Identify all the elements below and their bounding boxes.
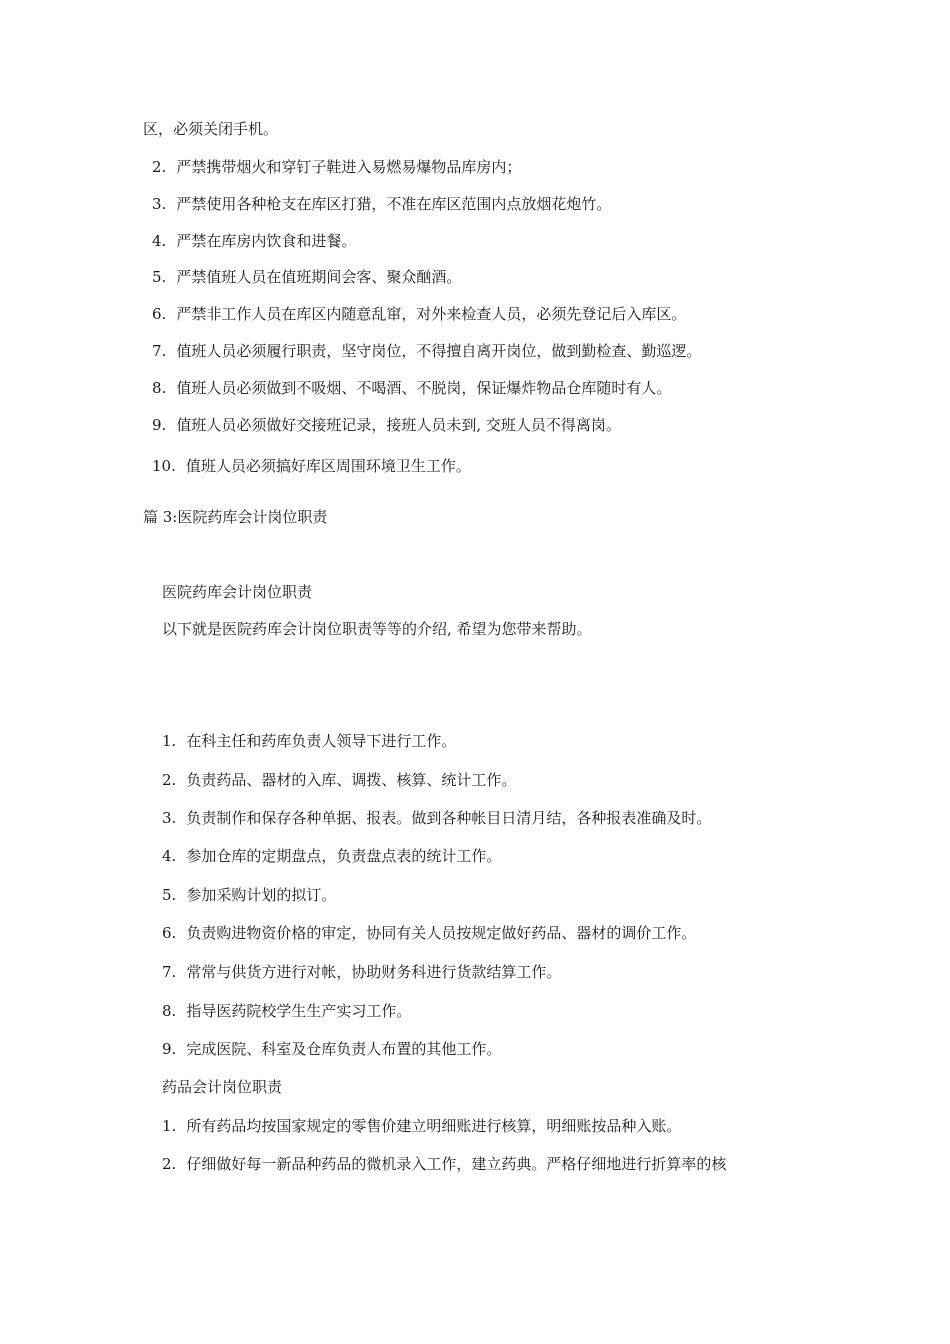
list-text: 参加采购计划的拟订。 bbox=[186, 886, 337, 904]
subsection-title: 药品会计岗位职责 bbox=[162, 1078, 283, 1096]
list-number: 5. bbox=[152, 268, 167, 286]
list-text: 在科主任和药库负责人领导下进行工作。 bbox=[186, 732, 457, 750]
list-text: 值班人员必须搞好库区周围环境卫生工作。 bbox=[185, 457, 471, 475]
list-number: 3. bbox=[152, 195, 167, 213]
list-text: 值班人员必须做好交接班记录，接班人员未到, 交班人员不得离岗。 bbox=[176, 416, 621, 434]
list-number: 10. bbox=[152, 457, 176, 475]
list-number: 4. bbox=[162, 847, 177, 865]
list-item bbox=[162, 731, 456, 751]
section-heading: 篇 3:医院药库会计岗位职责 bbox=[143, 508, 328, 526]
list-item bbox=[152, 157, 521, 177]
list-number: 6. bbox=[152, 305, 167, 323]
list-text: 指导医药院校学生生产实习工作。 bbox=[186, 1002, 412, 1020]
list-item bbox=[152, 415, 621, 435]
paragraph-continuation: 区，必须关闭手机。 bbox=[143, 120, 279, 138]
list-item bbox=[162, 808, 711, 828]
list-number: 1. bbox=[162, 1117, 177, 1135]
list-number: 9. bbox=[162, 1040, 177, 1058]
list-item bbox=[152, 456, 471, 476]
list-number: 7. bbox=[152, 342, 167, 360]
list-item bbox=[162, 962, 561, 982]
list-number: 5. bbox=[162, 886, 177, 904]
list-text: 严禁携带烟火和穿钉子鞋进入易燃易爆物品库房内； bbox=[176, 158, 522, 176]
list-text: 严禁使用各种枪支在库区打猎，不准在库区范围内点放烟花炮竹。 bbox=[176, 195, 612, 213]
list-text: 参加仓库的定期盘点，负责盘点表的统计工作。 bbox=[186, 847, 502, 865]
list-number: 1. bbox=[162, 732, 177, 750]
list-text: 值班人员必须做到不吸烟、不喝酒、不脱岗，保证爆炸物品仓库随时有人。 bbox=[176, 379, 672, 397]
list-item bbox=[162, 1154, 726, 1174]
list-text: 严禁值班人员在值班期间会客、聚众酗酒。 bbox=[176, 268, 462, 286]
document-title: 医院药库会计岗位职责 bbox=[162, 583, 313, 601]
list-item bbox=[152, 267, 461, 287]
list-text: 严禁非工作人员在库区内随意乱窜，对外来检查人员，必须先登记后入库区。 bbox=[176, 305, 687, 323]
list-number: 2. bbox=[152, 158, 167, 176]
list-number: 6. bbox=[162, 924, 177, 942]
list-number: 7. bbox=[162, 963, 177, 981]
list-text: 负责制作和保存各种单据、报表。做到各种帐目日清月结，各种报表准确及时。 bbox=[186, 809, 712, 827]
list-text: 常常与供货方进行对帐，协助财务科进行货款结算工作。 bbox=[186, 963, 562, 981]
list-item bbox=[152, 194, 611, 214]
list-text: 严禁在库房内饮食和进餐。 bbox=[176, 232, 357, 250]
intro-paragraph: 以下就是医院药库会计岗位职责等等的介绍, 希望为您带来帮助。 bbox=[162, 620, 592, 638]
list-text: 负责药品、器材的入库、调拨、核算、统计工作。 bbox=[186, 771, 517, 789]
list-text: 值班人员必须履行职责，坚守岗位，不得擅自离开岗位，做到勤检查、勤巡逻。 bbox=[176, 342, 702, 360]
list-item bbox=[162, 1039, 501, 1059]
list-item bbox=[162, 923, 696, 943]
list-number: 2. bbox=[162, 1155, 177, 1173]
list-text: 所有药品均按国家规定的零售价建立明细账进行核算，明细账按品种入账。 bbox=[186, 1117, 682, 1135]
list-number: 2. bbox=[162, 771, 177, 789]
list-item bbox=[162, 1001, 411, 1021]
list-item bbox=[162, 846, 501, 866]
list-item bbox=[162, 885, 336, 905]
list-text: 完成医院、科室及仓库负责人布置的其他工作。 bbox=[186, 1040, 502, 1058]
list-item bbox=[162, 1116, 681, 1136]
list-item bbox=[152, 304, 686, 324]
list-number: 3. bbox=[162, 809, 177, 827]
list-number: 8. bbox=[152, 379, 167, 397]
list-text: 负责购进物资价格的审定，协同有关人员按规定做好药品、器材的调价工作。 bbox=[186, 924, 697, 942]
list-text: 仔细做好每一新品种药品的微机录入工作，建立药典。严格仔细地进行折算率的核 bbox=[186, 1155, 727, 1173]
list-item bbox=[152, 378, 671, 398]
list-number: 8. bbox=[162, 1002, 177, 1020]
list-item bbox=[152, 341, 701, 361]
list-item bbox=[162, 770, 516, 790]
list-number: 9. bbox=[152, 416, 167, 434]
list-number: 4. bbox=[152, 232, 167, 250]
list-item bbox=[152, 231, 356, 251]
